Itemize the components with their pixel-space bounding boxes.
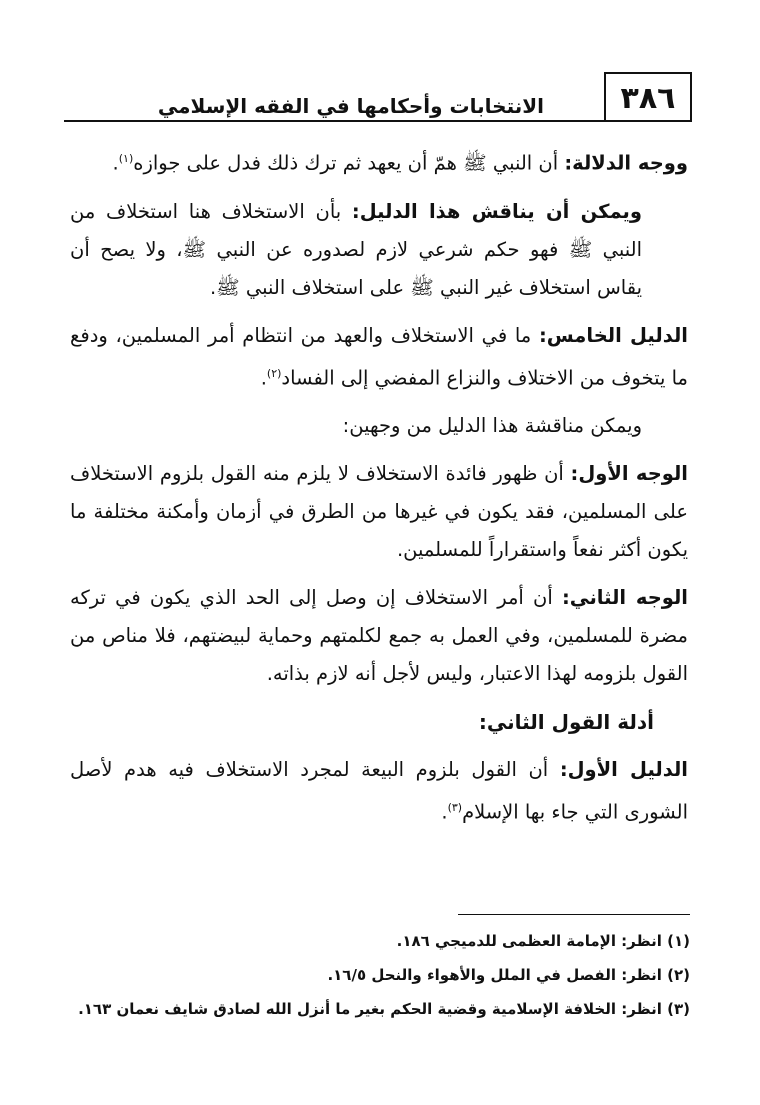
footnote-ref: (٢) xyxy=(266,366,282,380)
running-title: الانتخابات وأحكامها في الفقه الإسلامي xyxy=(157,94,544,118)
footnote: (٣) انظر: الخلافة الإسلامية وقضية الحكم بغير ما أنزل الله لصادق شايف نعمان ١٦٣. xyxy=(78,1000,690,1018)
footnote: (١) انظر: الإمامة العظمى للدميجي ١٨٦. xyxy=(396,932,690,950)
paragraph-tail: . xyxy=(441,800,448,824)
paragraph-label: الدليل الأول: xyxy=(559,758,688,781)
paragraph xyxy=(70,751,688,832)
paragraph-label: الدليل الخامس: xyxy=(538,323,688,347)
paragraph-tail: . xyxy=(112,151,119,175)
footnotes xyxy=(70,930,690,1032)
paragraph xyxy=(70,579,688,693)
paragraph xyxy=(70,140,688,183)
paragraph-text: أن النبي ﷺ همّ أن يعهد ثم ترك ذلك فدل على جوازه xyxy=(133,151,565,175)
paragraph-tail: . xyxy=(260,366,267,389)
paragraph-label: الوجه الثاني: xyxy=(561,586,688,609)
paragraph-label: الوجه الأول: xyxy=(570,462,688,485)
paragraph-text: أن ظهور فائدة الاستخلاف لا يلزم منه القول بلزوم الاستخلاف على المسلمين، فقد يكون في غيرها من الطرق في أزمان وأمكنة مختلفة ما يكون أكثر نفعاً واستقراراً للمسلمين. xyxy=(70,462,688,561)
paragraph-text: أن القول بلزوم البيعة لمجرد الاستخلاف فيه هدم لأصل الشورى التي جاء بها الإسلام xyxy=(70,758,688,824)
footnote: (٢) انظر: الفصل في الملل والأهواء والنحل ١٦/٥. xyxy=(327,966,690,984)
paragraph-text: أن أمر الاستخلاف إن وصل إلى الحد الذي يكون في تركه مضرة للمسلمين، وفي العمل به جمع لكلمتهم وحماية لبيضتهم، فلا مناص من القول بلزومه لهذا الاعتبار، وليس لأجل أنه لازم بذاته. xyxy=(70,586,688,685)
paragraph xyxy=(70,455,688,569)
section-heading: أدلة القول الثاني: xyxy=(478,710,654,734)
paragraph-label: ويمكن أن يناقش هذا الدليل: xyxy=(351,199,642,223)
header-rule xyxy=(64,120,692,122)
paragraph xyxy=(70,317,688,398)
page-header xyxy=(64,68,692,128)
paragraph-text: ويمكن مناقشة هذا الدليل من وجهين: xyxy=(342,414,642,437)
page-body xyxy=(70,140,688,842)
page-number: ٣٨٦ xyxy=(604,72,692,122)
paragraph-text: ما في الاستخلاف والعهد من انتظام أمر المسلمين، ودفع ما يتخوف من الاختلاف والنزاع المفضي إلى الفساد xyxy=(70,323,688,389)
paragraph xyxy=(70,407,688,445)
paragraph-text: بأن الاستخلاف هنا استخلاف من النبي ﷺ فهو حكم شرعي لازم لصدوره عن النبي ﷺ، ولا يصح أن يقاس استخلاف غير النبي ﷺ على استخلاف النبي ﷺ. xyxy=(70,199,642,299)
footnote-separator xyxy=(458,914,690,915)
footnote-ref: (٣) xyxy=(447,801,463,814)
paragraph xyxy=(70,193,688,307)
footnote-ref: (١) xyxy=(118,152,134,165)
paragraph-label: ووجه الدلالة: xyxy=(564,151,688,175)
